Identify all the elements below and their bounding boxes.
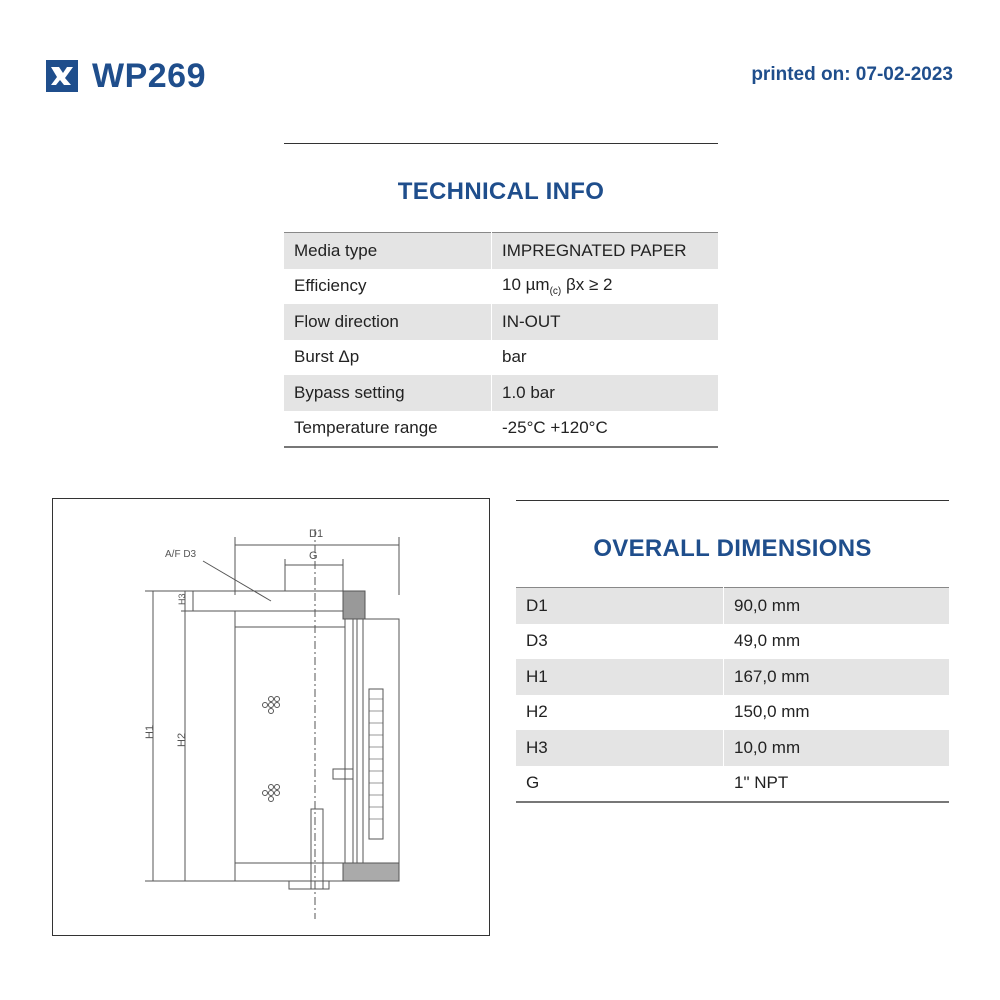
efficiency-subscript: (c) bbox=[549, 286, 562, 298]
table-row bbox=[516, 659, 949, 695]
label-g: G bbox=[309, 550, 318, 562]
row-value: 167,0 mm bbox=[724, 659, 950, 695]
technical-drawing-frame bbox=[52, 498, 490, 936]
table-row bbox=[516, 588, 949, 624]
row-label: H2 bbox=[516, 695, 724, 731]
technical-info-table bbox=[284, 232, 718, 448]
row-value: -25°C +120°C bbox=[492, 411, 719, 448]
row-label: Temperature range bbox=[284, 411, 492, 448]
row-label: Burst Δp bbox=[284, 340, 492, 376]
row-label: Media type bbox=[284, 233, 492, 269]
row-value: 1" NPT bbox=[724, 766, 950, 803]
wp-brand-logo-icon bbox=[46, 60, 78, 92]
table-row bbox=[284, 411, 718, 448]
label-h3: H3 bbox=[177, 593, 187, 605]
row-label: H1 bbox=[516, 659, 724, 695]
row-value: IMPREGNATED PAPER bbox=[492, 233, 719, 269]
row-label: Flow direction bbox=[284, 304, 492, 340]
brand-header bbox=[46, 57, 206, 95]
row-label: D3 bbox=[516, 624, 724, 660]
row-value: 1.0 bar bbox=[492, 375, 719, 411]
label-af-d3: A/F D3 bbox=[165, 549, 197, 560]
table-row bbox=[284, 269, 718, 305]
label-h2: H2 bbox=[176, 732, 188, 747]
label-h1: H1 bbox=[144, 724, 156, 739]
row-value: 150,0 mm bbox=[734, 702, 810, 722]
table-row bbox=[284, 340, 718, 376]
table-row bbox=[516, 624, 949, 660]
row-value: 90,0 mm bbox=[724, 588, 950, 624]
efficiency-tail: βx ≥ 2 bbox=[561, 275, 613, 295]
row-value: bar bbox=[502, 347, 527, 367]
table-row bbox=[516, 730, 949, 766]
table-row bbox=[284, 375, 718, 411]
row-label: D1 bbox=[516, 588, 724, 624]
technical-info-title: TECHNICAL INFO bbox=[397, 178, 605, 205]
efficiency-main: 10 µm bbox=[502, 275, 550, 295]
filter-cross-section-drawing bbox=[53, 499, 489, 935]
row-label: Efficiency bbox=[284, 269, 492, 305]
overall-dimensions-section bbox=[516, 500, 949, 803]
row-value-efficiency bbox=[492, 269, 719, 305]
printed-date: printed on: 07-02-2023 bbox=[751, 64, 953, 85]
mesh-hatching bbox=[369, 699, 383, 819]
section-divider bbox=[284, 143, 718, 144]
product-code: WP269 bbox=[92, 57, 206, 95]
flow-arrow-icon bbox=[333, 769, 353, 779]
table-row bbox=[284, 304, 718, 340]
row-label: H3 bbox=[516, 730, 724, 766]
overall-dimensions-table bbox=[516, 587, 949, 803]
label-d1: D1 bbox=[309, 528, 324, 540]
row-label: Bypass setting bbox=[284, 375, 492, 411]
table-row bbox=[284, 233, 718, 269]
perforation-dots-bottom bbox=[263, 785, 280, 802]
row-value: IN-OUT bbox=[492, 304, 719, 340]
row-value: 49,0 mm bbox=[734, 631, 801, 651]
section-divider bbox=[516, 500, 949, 501]
table-row bbox=[516, 695, 949, 731]
perforation-dots-top bbox=[263, 697, 280, 714]
technical-info-section bbox=[284, 143, 718, 448]
overall-dimensions-title: OVERALL DIMENSIONS bbox=[593, 535, 872, 562]
row-label: G bbox=[516, 766, 724, 803]
table-row bbox=[516, 766, 949, 803]
row-value: 10,0 mm bbox=[724, 730, 950, 766]
